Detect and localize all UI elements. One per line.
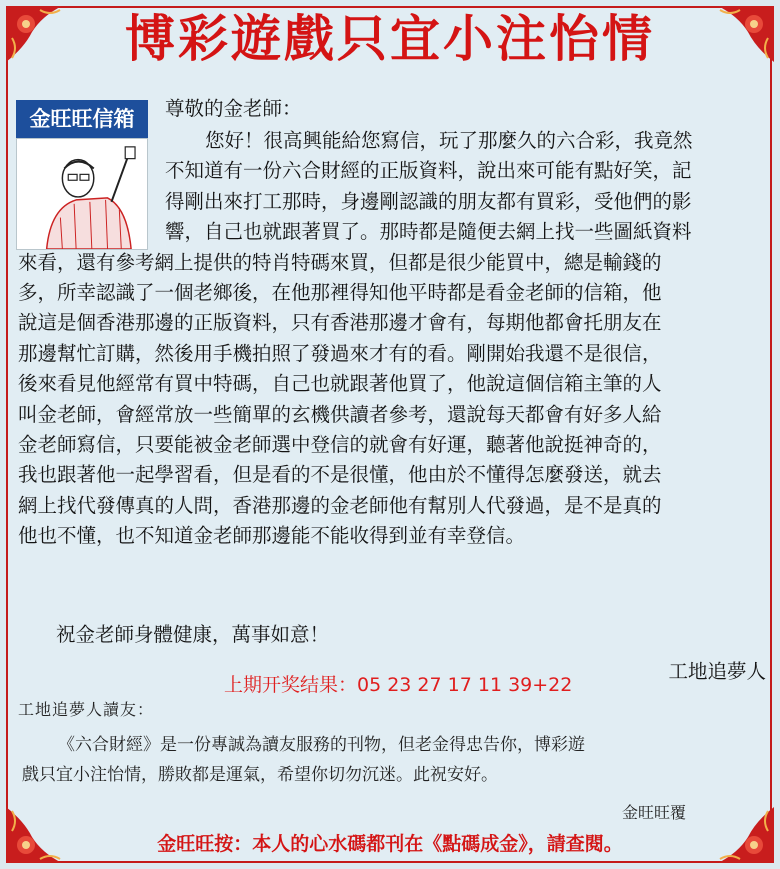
- letter-line: 不知道有一份六合財經的正版資料，說出來可能有點好笑，記: [165, 159, 692, 183]
- letter-line: 他也不懂，也不知道金老師那邊能不能收得到並有幸登信。: [18, 524, 526, 548]
- letter-line: 您好！很高興能給您寫信，玩了那麼久的六合彩，我竟然: [205, 129, 693, 152]
- page-title: 博彩遊戲只宜小注怡情: [125, 10, 655, 68]
- letter-line: 那邊幫忙訂購，然後用手機拍照了發過來才有的看。剛開始我還不是很信，: [18, 341, 662, 365]
- letter-line: 來看，還有參考網上提供的特肖特碼來買，但都是很少能買中，總是輸錢的: [18, 250, 662, 274]
- letter-line: 響，自己也就跟著買了。那時都是隨便去網上找一些圖紙資料: [165, 220, 692, 244]
- letter-blessing: 祝金老師身體健康，萬事如意！: [56, 623, 330, 646]
- footer-note: 金旺旺按：本人的心水碼都刊在《點碼成金》，請查閱。: [157, 833, 623, 855]
- letter-sender: 工地追夢人: [668, 660, 766, 683]
- letter-line: 後來看見他經常有買中特碼，自己也就跟著他買了，他說這個信箱主筆的人: [18, 372, 662, 396]
- draw-result: 上期开奖结果：05 23 27 17 11 39+22: [224, 674, 573, 696]
- letter-line: 叫金老師，會經常放一些簡單的玄機供讀者參考，還說每天都會有好多人給: [18, 402, 662, 426]
- letter-line: 我也跟著他一起學習看，但是看的不是很懂，他由於不懂得怎麼發送，就去: [18, 463, 662, 487]
- reply-addressee: 工地追夢人讀友：: [18, 700, 155, 719]
- letter-line: 多，所幸認識了一個老鄉後，在他那裡得知他平時都是看金老師的信箱，他: [18, 280, 662, 304]
- letter-line: 得剛出來打工那時，身邊剛認識的朋友都有買彩，受他們的影: [165, 189, 692, 213]
- letter-salutation: 尊敬的金老師：: [165, 97, 302, 120]
- reply-body: [22, 730, 585, 790]
- letter-line: 說這是個香港那邊的正版資料，只有香港那邊才會有，每期他都會托朋友在: [18, 311, 662, 335]
- reply-signature: 金旺旺覆: [621, 803, 686, 822]
- letter-line: 金老師寫信，只要能被金老師選中登信的就會有好運，聽著他說挺神奇的，: [18, 432, 662, 456]
- reply-line: 《六合財經》是一份專誠為讀友服務的刊物，但老金得忠告你，博彩遊: [58, 735, 585, 755]
- letter-body: [18, 126, 770, 551]
- column-tag: 金旺旺信箱: [16, 100, 148, 138]
- letter-line: 網上找代發傳真的人問，香港那邊的金老師他有幫別人代發過，是不是真的: [18, 493, 662, 517]
- reply-line: 戲只宜小注怡情，勝敗都是運氣，希望你切勿沉迷。此祝安好。: [22, 765, 498, 785]
